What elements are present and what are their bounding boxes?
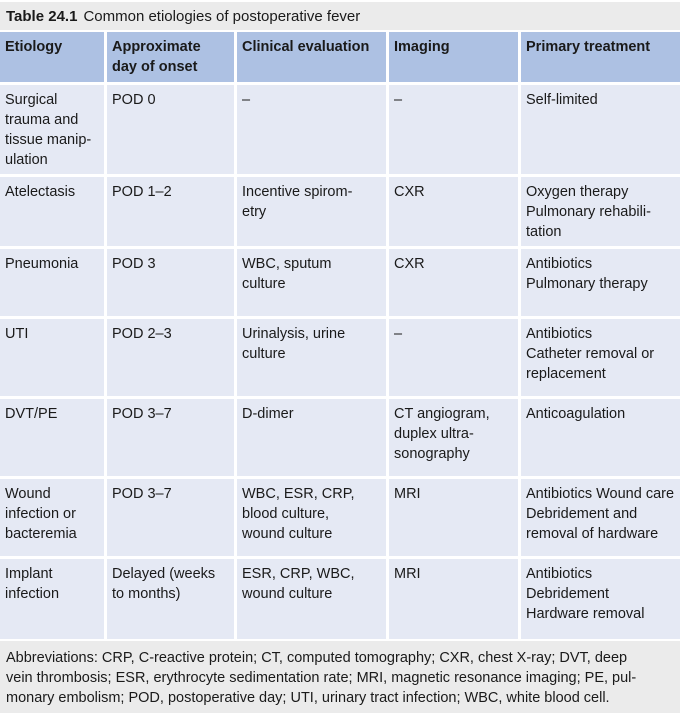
table-row [0, 319, 680, 396]
cell-line: wound culture [242, 526, 333, 542]
footnote-line: vein thrombosis; ESR, erythrocyte sedimentation rate; MRI, magnetic resonance imaging; PE, pul- [6, 670, 637, 686]
cell-etiology [0, 177, 104, 246]
cell-line: sonography [394, 446, 470, 462]
cell-onset [107, 177, 234, 246]
cell-line: to months) [112, 586, 181, 602]
cell-etiology [0, 249, 104, 316]
cell-line: wound culture [242, 586, 333, 602]
cell-line: infection [5, 586, 60, 602]
cell-evaluation [237, 177, 386, 246]
table-number: Table 24.1 [6, 7, 78, 25]
cell-line: Catheter removal or [526, 346, 655, 362]
cell-line: – [394, 326, 403, 342]
table-footnote [0, 641, 680, 713]
cell-line: tation [526, 224, 562, 240]
cell-etiology [0, 85, 104, 174]
cell-line: CXR [394, 184, 425, 200]
cell-line: Implant [5, 566, 53, 582]
cell-line: Hardware removal [526, 606, 645, 622]
cell-line: Incentive spirom- [242, 184, 353, 200]
cell-line: – [242, 92, 251, 108]
column-header-onset [107, 32, 234, 82]
header-line: Approximate [112, 39, 201, 55]
cell-line: Anticoagulation [526, 406, 626, 422]
cell-line: culture [242, 276, 286, 292]
cell-line: UTI [5, 326, 29, 342]
cell-imaging [389, 399, 518, 476]
header-line: Etiology [5, 39, 63, 55]
cell-line: DVT/PE [5, 406, 58, 422]
cell-line: POD 3 [112, 256, 156, 272]
cell-imaging [389, 559, 518, 639]
cell-line: MRI [394, 566, 421, 582]
cell-line: D-dimer [242, 406, 294, 422]
column-header-treatment [521, 32, 680, 82]
cell-line: POD 3–7 [112, 406, 172, 422]
cell-line: Delayed (weeks [112, 566, 216, 582]
header-line: day of onset [112, 59, 198, 75]
header-line: Clinical evaluation [242, 39, 370, 55]
column-header-etiology [0, 32, 104, 82]
cell-line: tissue manip- [5, 132, 92, 148]
cell-evaluation [237, 85, 386, 174]
table-row [0, 399, 680, 476]
cell-line: Antibiotics [526, 566, 593, 582]
cell-line: trauma and [5, 112, 79, 128]
cell-treatment [521, 249, 680, 316]
cell-line: etry [242, 204, 267, 220]
table-row [0, 177, 680, 246]
cell-line: WBC, sputum [242, 256, 332, 272]
column-header-imaging [389, 32, 518, 82]
cell-imaging [389, 479, 518, 556]
cell-onset [107, 479, 234, 556]
cell-line: Antibiotics [526, 256, 593, 272]
cell-line: POD 0 [112, 92, 156, 108]
cell-evaluation [237, 479, 386, 556]
cell-line: CT angiogram, [394, 406, 490, 422]
cell-line: ESR, CRP, WBC, [242, 566, 355, 582]
cell-evaluation [237, 319, 386, 396]
cell-imaging [389, 249, 518, 316]
cell-line: Debridement [526, 586, 610, 602]
cell-evaluation [237, 559, 386, 639]
table-row [0, 249, 680, 316]
header-line: Primary treatment [526, 39, 651, 55]
cell-evaluation [237, 399, 386, 476]
cell-etiology [0, 399, 104, 476]
cell-line: Pulmonary therapy [526, 276, 648, 292]
cell-onset [107, 319, 234, 396]
cell-treatment [521, 177, 680, 246]
cell-line: ulation [5, 152, 48, 168]
cell-onset [107, 85, 234, 174]
cell-line: culture [242, 346, 286, 362]
cell-line: Antibiotics [526, 326, 593, 342]
cell-line: POD 3–7 [112, 486, 172, 502]
cell-line: – [394, 92, 403, 108]
cell-line: CXR [394, 256, 425, 272]
cell-onset [107, 249, 234, 316]
cell-imaging [389, 177, 518, 246]
cell-line: bacteremia [5, 526, 77, 542]
column-header-evaluation [237, 32, 386, 82]
cell-onset [107, 559, 234, 639]
cell-evaluation [237, 249, 386, 316]
cell-line: Atelectasis [5, 184, 76, 200]
cell-imaging [389, 319, 518, 396]
cell-etiology [0, 559, 104, 639]
etiologies-table [0, 29, 680, 642]
table-caption [0, 2, 680, 30]
table-title: Common etiologies of postoperative fever [83, 7, 361, 25]
cell-treatment [521, 559, 680, 639]
header-line: Imaging [394, 39, 450, 55]
cell-line: Urinalysis, urine [242, 326, 346, 342]
table-row [0, 559, 680, 639]
table-row [0, 479, 680, 556]
cell-onset [107, 399, 234, 476]
cell-etiology [0, 319, 104, 396]
cell-treatment [521, 85, 680, 174]
footnote-line: Abbreviations: CRP, C-reactive protein; CT, computed tomography; CXR, chest X-ray; DVT, deep [6, 650, 628, 666]
cell-line: POD 2–3 [112, 326, 172, 342]
cell-line: Pulmonary rehabili- [526, 204, 651, 220]
cell-line: Pneumonia [5, 256, 79, 272]
cell-line: Surgical [5, 92, 58, 108]
cell-line: replacement [526, 366, 606, 382]
cell-line: Wound [5, 486, 51, 502]
cell-line: WBC, ESR, CRP, [242, 486, 355, 502]
cell-line: removal of hardware [526, 526, 659, 542]
cell-treatment [521, 319, 680, 396]
cell-line: Debridement and [526, 506, 638, 522]
cell-treatment [521, 399, 680, 476]
cell-line: Self-limited [526, 92, 598, 108]
cell-line: MRI [394, 486, 421, 502]
cell-treatment [521, 479, 680, 556]
cell-line: infection or [5, 506, 76, 522]
cell-line: POD 1–2 [112, 184, 172, 200]
cell-line: blood culture, [242, 506, 330, 522]
cell-line: Antibiotics Wound care [526, 486, 675, 502]
table-header-row [0, 32, 680, 82]
cell-line: Oxygen therapy [526, 184, 629, 200]
cell-line: duplex ultra- [394, 426, 474, 442]
cell-imaging [389, 85, 518, 174]
footnote-line: monary embolism; POD, postoperative day; UTI, urinary tract infection; WBC, white blood cell. [6, 690, 610, 706]
cell-etiology [0, 479, 104, 556]
table-row [0, 85, 680, 174]
